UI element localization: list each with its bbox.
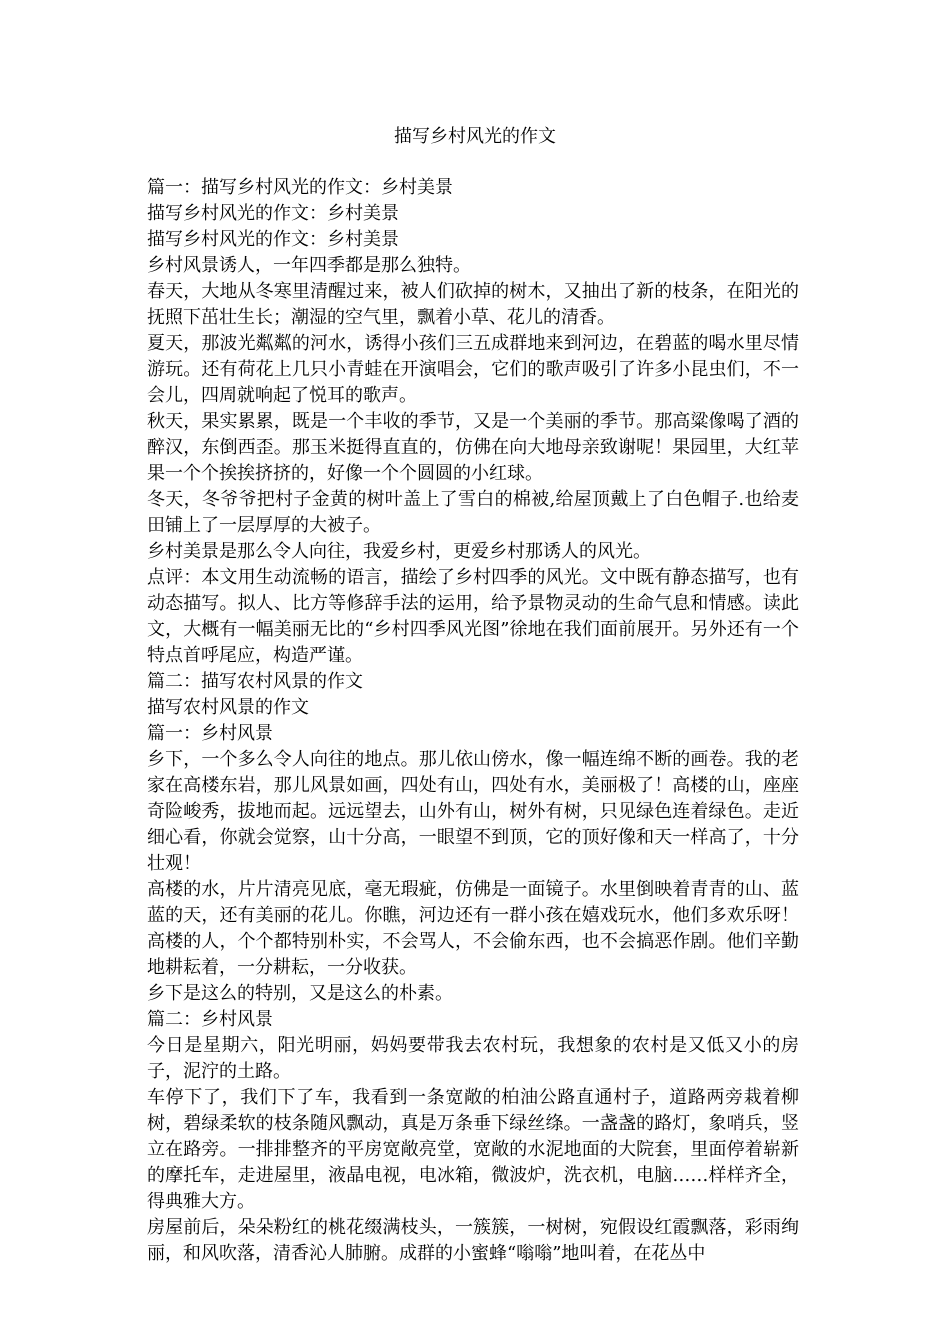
paragraph: 篇二：描写农村风景的作文 bbox=[147, 671, 363, 692]
paragraph: 篇二：乡村风景 bbox=[147, 1009, 273, 1030]
paragraph: 乡村风景诱人，一年四季都是那么独特。 bbox=[147, 255, 471, 276]
paragraph: 篇一：描写乡村风光的作文：乡村美景 bbox=[147, 177, 453, 198]
paragraph: 描写乡村风光的作文：乡村美景 bbox=[147, 203, 399, 224]
paragraph: 描写乡村风光的作文：乡村美景 bbox=[147, 229, 399, 250]
paragraph: 描写农村风景的作文 bbox=[147, 697, 309, 718]
paragraph: 篇一：乡村风景 bbox=[147, 723, 273, 744]
paragraph: 夏天，那波光粼粼的河水，诱得小孩们三五成群地来到河边，在碧蓝的喝水里尽情游玩。还有荷花上几只小青蛙在开演唱会，它们的歌声吸引了许多小昆虫们，不一会儿，四周就响起了悦耳的歌声。 bbox=[147, 333, 799, 406]
paragraph: 高楼的水，片片清亮见底，毫无瑕疵，仿佛是一面镜子。水里倒映着青青的山、蓝蓝的天，还有美丽的花儿。你瞧，河边还有一群小孩在嬉戏玩水，他们多欢乐呀！高楼的人，个个都特别朴实，不会骂人，不会偷东西，也不会搞恶作剧。他们辛勤地耕耘着，一分耕耘，一分收获。 bbox=[147, 879, 799, 978]
paragraph: 乡村美景是那么令人向往，我爱乡村，更爱乡村那诱人的风光。 bbox=[147, 541, 651, 562]
paragraph: 房屋前后，朵朵粉红的桃花缀满枝头，一簇簇，一树树，宛假设红霞飘落，彩雨绚丽，和风吹落，清香沁人肺腑。成群的小蜜蜂“嗡嗡”地叫着，在花丛中 bbox=[147, 1217, 799, 1264]
paragraph: 春天，大地从冬寒里清醒过来，被人们砍掉的树木，又抽出了新的枝条，在阳光的抚照下茁壮生长；潮湿的空气里，飘着小草、花儿的清香。 bbox=[147, 281, 799, 328]
paragraph: 乡下，一个多么令人向往的地点。那儿依山傍水，像一幅连绵不断的画卷。我的老家在高楼东岩，那儿风景如画，四处有山，四处有水，美丽极了！高楼的山，座座奇险峻秀，拔地而起。远远望去，山外有山，树外有树，只见绿色连着绿色。走近细心看，你就会觉察，山十分高，一眼望不到顶，它的顶好像和天一样高了，十分壮观！ bbox=[147, 749, 799, 874]
document-title: 描写乡村风光的作文 bbox=[394, 126, 556, 147]
paragraph: 车停下了，我们下了车，我看到一条宽敞的柏油公路直通村子，道路两旁栽着柳树，碧绿柔软的枝条随风飘动，真是万条垂下绿丝绦。一盏盏的路灯，象哨兵，竖立在路旁。一排排整齐的平房宽敞亮堂，宽敞的水泥地面的大院套，里面停着崭新的摩托车，走进屋里，液晶电视，电冰箱，微波炉，洗衣机，电脑……样样齐全，得典雅大方。 bbox=[147, 1087, 799, 1212]
paragraph: 秋天，果实累累，既是一个丰收的季节，又是一个美丽的季节。那高粱像喝了酒的醉汉，东倒西歪。那玉米挺得直直的，仿佛在向大地母亲致谢呢！果园里，大红苹果一个个挨挨挤挤的，好像一个个圆圆的小红球。 bbox=[147, 411, 799, 484]
document-body bbox=[147, 175, 799, 1267]
paragraph: 冬天，冬爷爷把村子金黄的树叶盖上了雪白的棉被,给屋顶戴上了白色帽子.也给麦田铺上了一层厚厚的大被子。 bbox=[147, 489, 799, 536]
paragraph: 今日是星期六，阳光明丽，妈妈要带我去农村玩，我想象的农村是又低又小的房子，泥泞的土路。 bbox=[147, 1035, 799, 1082]
paragraph: 点评：本文用生动流畅的语言，描绘了乡村四季的风光。文中既有静态描写，也有动态描写。拟人、比方等修辞手法的运用，给予景物灵动的生命气息和情感。读此文，大概有一幅美丽无比的“乡村四季风光图”徐地在我们面前展开。另外还有一个特点首呼尾应，构造严谨。 bbox=[147, 567, 799, 666]
paragraph: 乡下是这么的特别，又是这么的朴素。 bbox=[147, 983, 453, 1004]
